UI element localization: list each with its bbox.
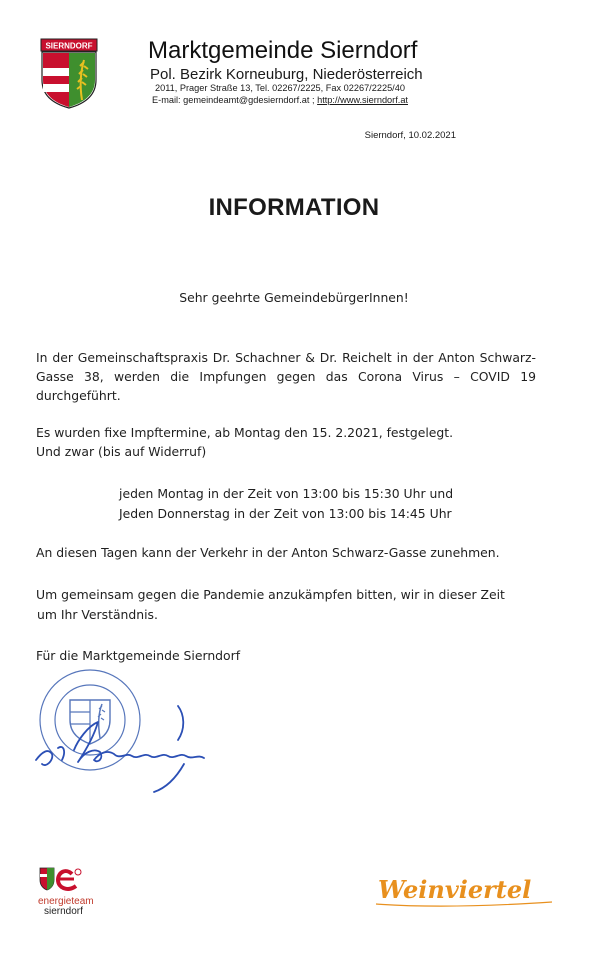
crest-text: SIERNDORF	[45, 41, 93, 51]
municipality-title: Marktgemeinde Sierndorf	[148, 37, 418, 64]
official-stamp-icon	[28, 668, 218, 796]
paragraph-vaccination-location: In der Gemeinschaftspraxis Dr. Schachner & Dr. Reichelt in der Anton Schwarz-Gasse 38, werden die Impfungen gegen das Corona Virus – COVID 19 durchgeführt.	[36, 350, 536, 403]
energieteam-label: energieteam	[38, 896, 94, 907]
weinviertel-text: Weinviertel	[378, 875, 532, 904]
paragraph-understanding-line1: Um gemeinsam gegen die Pandemie anzukämpfen bitten, wir in dieser Zeit	[36, 587, 505, 602]
document-date: Sierndorf, 10.02.2021	[364, 130, 456, 141]
paragraph-understanding-line2: um Ihr Verständnis.	[37, 607, 158, 622]
salutation: Sehr geehrte GemeindebürgerInnen!	[179, 290, 409, 305]
website-link[interactable]: http://www.sierndorf.at	[317, 95, 408, 105]
district-subtitle: Pol. Bezirk Korneuburg, Niederösterreich	[150, 66, 423, 83]
paragraph-until-revoked: Und zwar (bis auf Widerruf)	[36, 444, 207, 459]
schedule-thursday: Jeden Donnerstag in der Zeit von 13:00 bis 14:45 Uhr	[119, 506, 452, 521]
closing-line: Für die Marktgemeinde Sierndorf	[36, 648, 241, 663]
document-title: INFORMATION	[208, 194, 380, 221]
municipal-crest-icon	[40, 38, 98, 110]
paragraph-appointments: Es wurden fixe Impftermine, ab Montag den 15. 2.2021, festgelegt.	[36, 425, 454, 440]
energieteam-place: sierndorf	[44, 906, 83, 917]
email-text: E-mail: gemeindeamt@gdesierndorf.at ;	[152, 95, 318, 105]
weinviertel-logo-icon	[372, 868, 562, 918]
schedule-monday: jeden Montag in der Zeit von 13:00 bis 15:30 Uhr und	[119, 486, 454, 501]
contact-line	[152, 95, 408, 106]
paragraph-traffic: An diesen Tagen kann der Verkehr in der Anton Schwarz-Gasse zunehmen.	[36, 545, 500, 560]
signature-mark	[36, 706, 204, 792]
address-line: 2011, Prager Straße 13, Tel. 02267/2225, Fax 02267/2225/40	[155, 83, 405, 93]
